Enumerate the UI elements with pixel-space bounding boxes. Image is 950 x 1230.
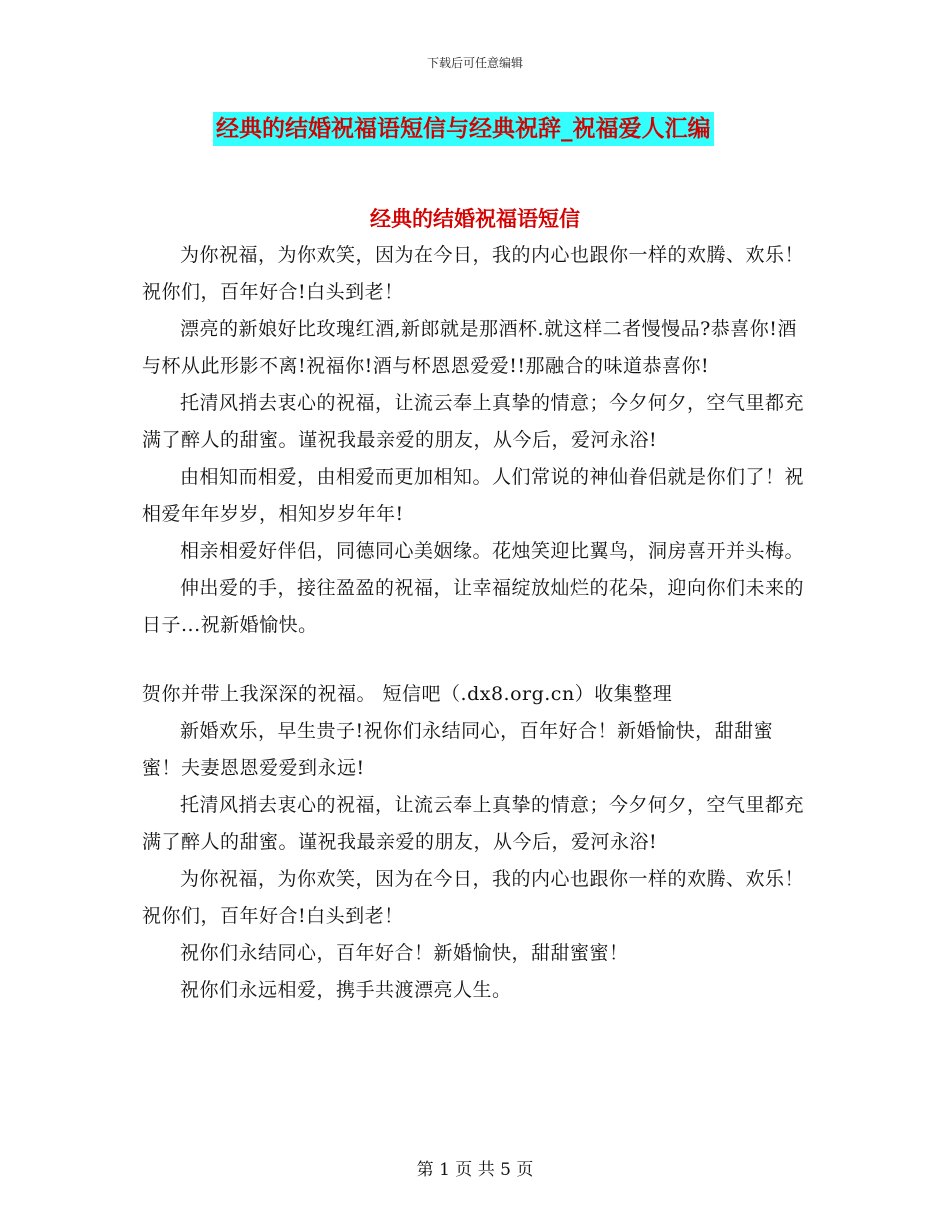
paragraph: 伸出爱的手，接往盈盈的祝福，让幸福绽放灿烂的花朵，迎向你们未来的日子...祝新婚愉快。	[142, 577, 805, 636]
paragraph: 新婚欢乐，早生贵子!祝你们永结同心，百年好合！新婚愉快，甜甜蜜蜜！夫妻恩恩爱爱到永远!	[142, 720, 774, 779]
header-note: 下载后可任意编辑	[426, 56, 523, 70]
standalone-line: 贺你并带上我深深的祝福。 短信吧（.dx8.org.cn）收集整理	[142, 683, 673, 705]
paragraph: 祝你们永结同心，百年好合！新婚愉快，甜甜蜜蜜！	[180, 942, 629, 964]
paragraph: 为你祝福，为你欢笑，因为在今日，我的内心也跟你一样的欢腾、欢乐！祝你们，百年好合!白头到老！	[142, 244, 805, 303]
main-title: 经典的结婚祝福语短信与经典祝辞_祝福爱人汇编	[213, 112, 714, 146]
page-footer: 第 1 页 共 5 页	[416, 1160, 534, 1180]
paragraph: 祝你们永远相爱，携手共渡漂亮人生。	[180, 979, 512, 1001]
paragraph: 由相知而相爱，由相爱而更加相知。人们常说的神仙眷侣就是你们了！祝相爱年年岁岁，相知岁岁年年!	[142, 466, 805, 525]
paragraph: 托清风捎去衷心的祝福，让流云奉上真挚的情意；今夕何夕，空气里都充满了醉人的甜蜜。谨祝我最亲爱的朋友，从今后，爱河永浴!	[142, 392, 805, 451]
body-text	[142, 219, 812, 1009]
paragraph: 相亲相爱好伴侣，同德同心美姻缘。花烛笑迎比翼鸟，洞房喜开并头梅。	[180, 540, 805, 562]
paragraph: 托清风捎去衷心的祝福，让流云奉上真挚的情意；今夕何夕，空气里都充满了醉人的甜蜜。谨祝我最亲爱的朋友，从今后，爱河永浴!	[142, 794, 805, 853]
section-title: 经典的结婚祝福语短信	[370, 207, 580, 231]
paragraph: 漂亮的新娘好比玫瑰红酒,新郎就是那酒杯.就这样二者慢慢品?恭喜你!酒与杯从此形影不离!祝福你!酒与杯恩恩爱爱!!那融合的味道恭喜你!	[142, 318, 797, 377]
paragraph: 为你祝福，为你欢笑，因为在今日，我的内心也跟你一样的欢腾、欢乐！祝你们，百年好合!白头到老！	[142, 868, 805, 927]
